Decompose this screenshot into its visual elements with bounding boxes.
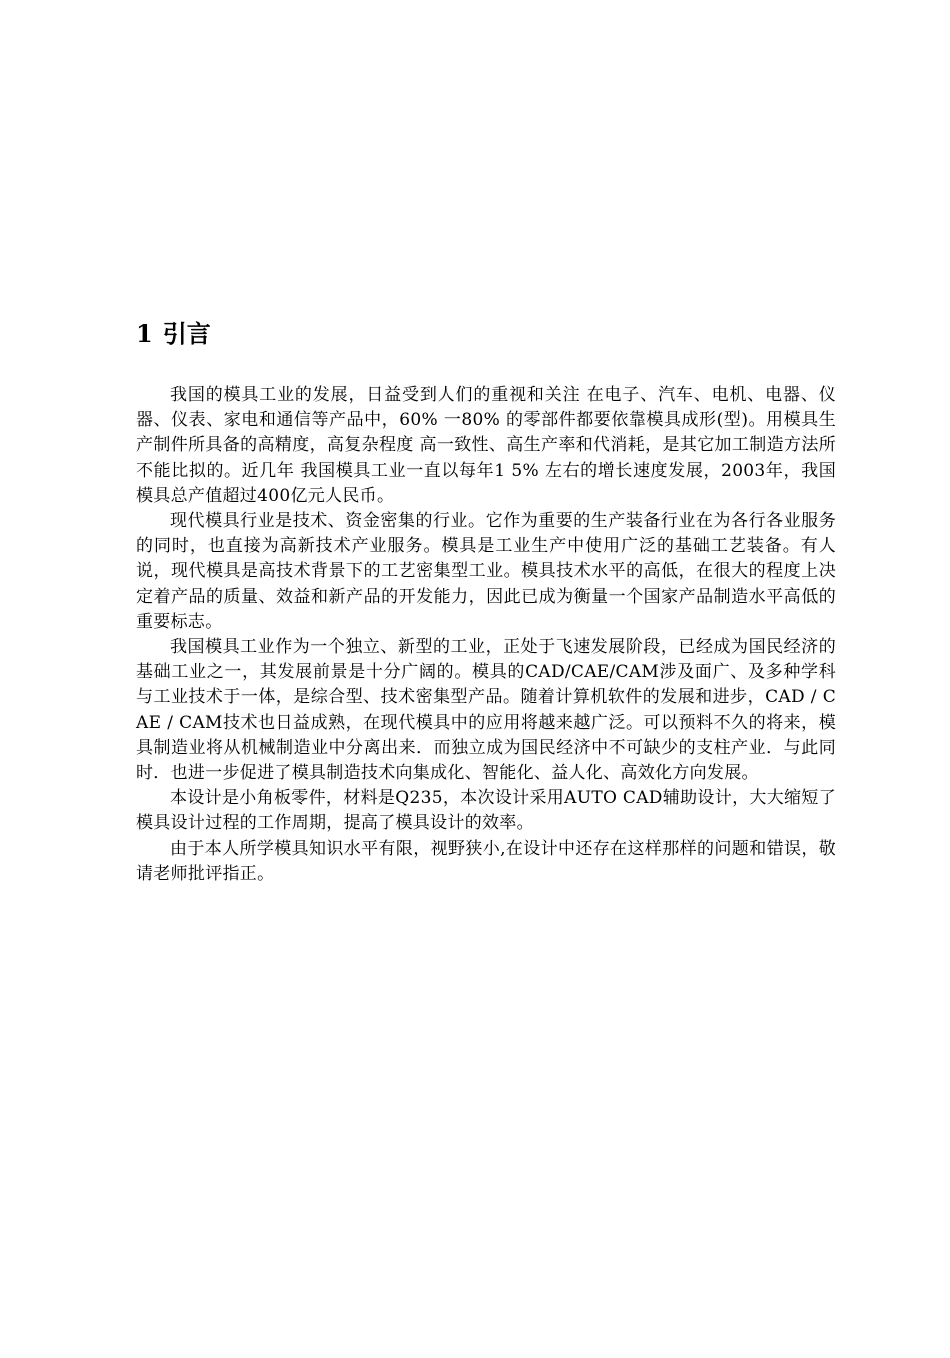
paragraph-modern-mold-industry: 现代模具行业是技术、资金密集的行业。它作为重要的生产装备行业在为各行各业服务的同时，也直接为高新技术产业服务。模具是工业生产中使用广泛的基础工艺装备。有人说，现代模具是高技术背景下的工艺密集型工业。模具技术水平的高低，在很大的程度上决定着产品的质量、效益和新产品的开发能力，因此已成为衡量一个国家产品制造水平高低的重要标志。 bbox=[136, 511, 836, 632]
paragraph-design-subject: 本设计是小角板零件，材料是Q235，本次设计采用AUTO CAD辅助设计，大大缩短了模具设计过程的工作周期，提高了模具设计的效率。 bbox=[136, 788, 836, 834]
section-heading bbox=[136, 318, 211, 350]
paragraph-cad-cae-cam: 我国模具工业作为一个独立、新型的工业，正处于飞速发展阶段，已经成为国民经济的基础工业之一，其发展前景是十分广阔的。模具的CAD/CAE/CAM涉及面广、及多种学科与工业技术于一体，是综合型、技术密集型产品。随着计算机软件的发展和进步，CAD / CAE / CAM技术也日益成熟，在现代模具中的应用将越来越广泛。可以预料不久的将来，模具制造业将从机械制造业中分离出来．而独立成为国民经济中不可缺少的支柱产业．与此同时．也进一步促进了模具制造技术向集成化、智能化、益人化、高效化方向发展。 bbox=[136, 637, 836, 784]
body-text bbox=[136, 383, 836, 887]
section-title: 引言 bbox=[162, 319, 211, 348]
paragraph-author-note: 由于本人所学模具知识水平有限，视野狭小,在设计中还存在这样那样的问题和错误，敬请老师批评指正。 bbox=[136, 838, 836, 884]
section-number: 1 bbox=[136, 319, 153, 348]
paragraph-industry-development: 我国的模具工业的发展，日益受到人们的重视和关注 在电子、汽车、电机、电器、仪器、仪表、家电和通信等产品中，60% 一80% 的零部件都要依靠模具成形(型)。用模具生产制件所具备的高精度，高复杂程度 高一致性、高生产率和代消耗，是其它加工制造方法所不能比拟的。近几年 我国模具工业一直以每年1 5% 左右的增长速度发展，2003年，我国模具总产值超过400亿元人民币。 bbox=[136, 385, 836, 506]
